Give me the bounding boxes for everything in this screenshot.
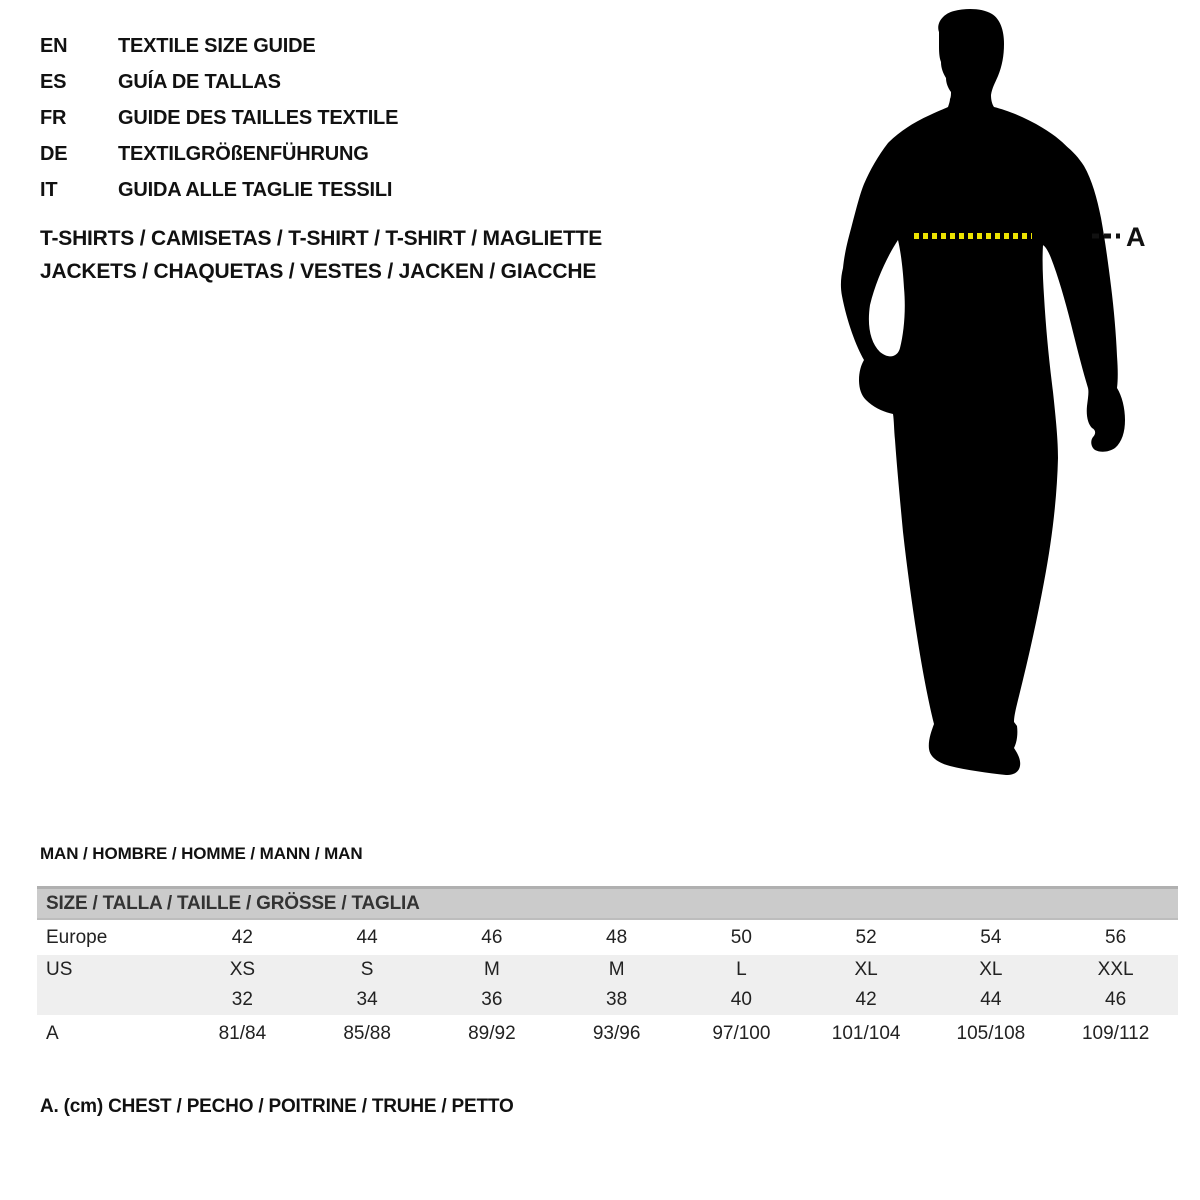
man-silhouette-figure <box>830 0 1160 790</box>
table-cell: 32 <box>231 989 253 1010</box>
category-jackets: JACKETS / CHAQUETAS / VESTES / JACKEN / GIACCHE <box>40 260 597 283</box>
silhouette-body <box>841 9 1076 775</box>
guide-title-fr: GUIDE DES TAILLES TEXTILE <box>118 106 399 129</box>
table-cell: 50 <box>730 926 752 948</box>
guide-title-en: TEXTILE SIZE GUIDE <box>118 34 316 57</box>
table-cell: XL <box>979 959 1003 980</box>
table-cell: 46 <box>1105 989 1127 1010</box>
language-row-it <box>40 172 398 208</box>
language-code: DE <box>40 142 68 165</box>
size-table <box>37 886 1178 1053</box>
table-cell: 89/92 <box>468 1023 516 1044</box>
table-cell: 101/104 <box>831 1023 901 1044</box>
table-row-chest-a <box>37 1015 1178 1053</box>
man-silhouette-svg <box>830 0 1160 790</box>
language-row-es <box>40 64 398 100</box>
table-cell: 44 <box>980 989 1002 1010</box>
table-cell: 38 <box>606 989 628 1010</box>
table-cell: 36 <box>481 989 503 1010</box>
guide-title-de: TEXTILGRÖßENFÜHRUNG <box>118 142 369 165</box>
row-label: US <box>46 959 73 980</box>
table-cell: 109/112 <box>1081 1023 1150 1044</box>
language-list <box>40 28 398 208</box>
language-row-de <box>40 136 398 172</box>
language-code: FR <box>40 106 67 129</box>
table-cell: 48 <box>606 926 628 948</box>
table-cell: 81/84 <box>218 1023 267 1044</box>
language-row-fr <box>40 100 398 136</box>
table-cell: XS <box>229 959 256 980</box>
table-row-us <box>37 955 1178 985</box>
language-row-en <box>40 28 398 64</box>
table-cell: 40 <box>730 989 752 1010</box>
section-title-man: MAN / HOMBRE / HOMME / MANN / MAN <box>40 844 363 863</box>
table-cell: XXL <box>1097 959 1134 980</box>
table-cell: M <box>608 959 625 980</box>
table-cell: 46 <box>481 926 503 948</box>
table-cell: 52 <box>855 926 877 948</box>
category-tshirts: T-SHIRTS / CAMISETAS / T-SHIRT / T-SHIRT / MAGLIETTE <box>40 227 603 250</box>
language-code: EN <box>40 34 68 57</box>
size-table-header: SIZE / TALLA / TAILLE / GRÖSSE / TAGLIA <box>37 886 1178 920</box>
table-cell: 54 <box>980 926 1002 948</box>
table-cell: XL <box>854 959 878 980</box>
table-row-europe <box>37 920 1178 955</box>
language-code: IT <box>40 178 58 201</box>
table-cell: 93/96 <box>592 1023 641 1044</box>
table-cell: 34 <box>356 989 378 1010</box>
table-cell: L <box>736 959 747 980</box>
table-row-us-numeric <box>37 985 1178 1015</box>
table-cell: 97/100 <box>712 1023 771 1044</box>
row-label: Europe <box>46 926 108 948</box>
table-cell: 85/88 <box>343 1023 391 1044</box>
guide-title-es: GUÍA DE TALLAS <box>118 70 281 93</box>
table-cell: S <box>360 959 374 980</box>
table-cell: 42 <box>855 989 877 1010</box>
table-cell: M <box>483 959 500 980</box>
measurement-legend: A. (cm) CHEST / PECHO / POITRINE / TRUHE / PETTO <box>40 1096 514 1117</box>
guide-title-it: GUIDA ALLE TAGLIE TESSILI <box>118 178 393 201</box>
chest-measure-label: A <box>1126 222 1146 252</box>
language-code: ES <box>40 70 67 93</box>
row-label: A <box>46 1023 59 1044</box>
table-cell: 42 <box>231 926 253 948</box>
table-cell: 105/108 <box>956 1023 1026 1044</box>
table-cell: 44 <box>356 926 378 948</box>
table-cell: 56 <box>1105 926 1127 948</box>
category-list <box>40 222 602 288</box>
